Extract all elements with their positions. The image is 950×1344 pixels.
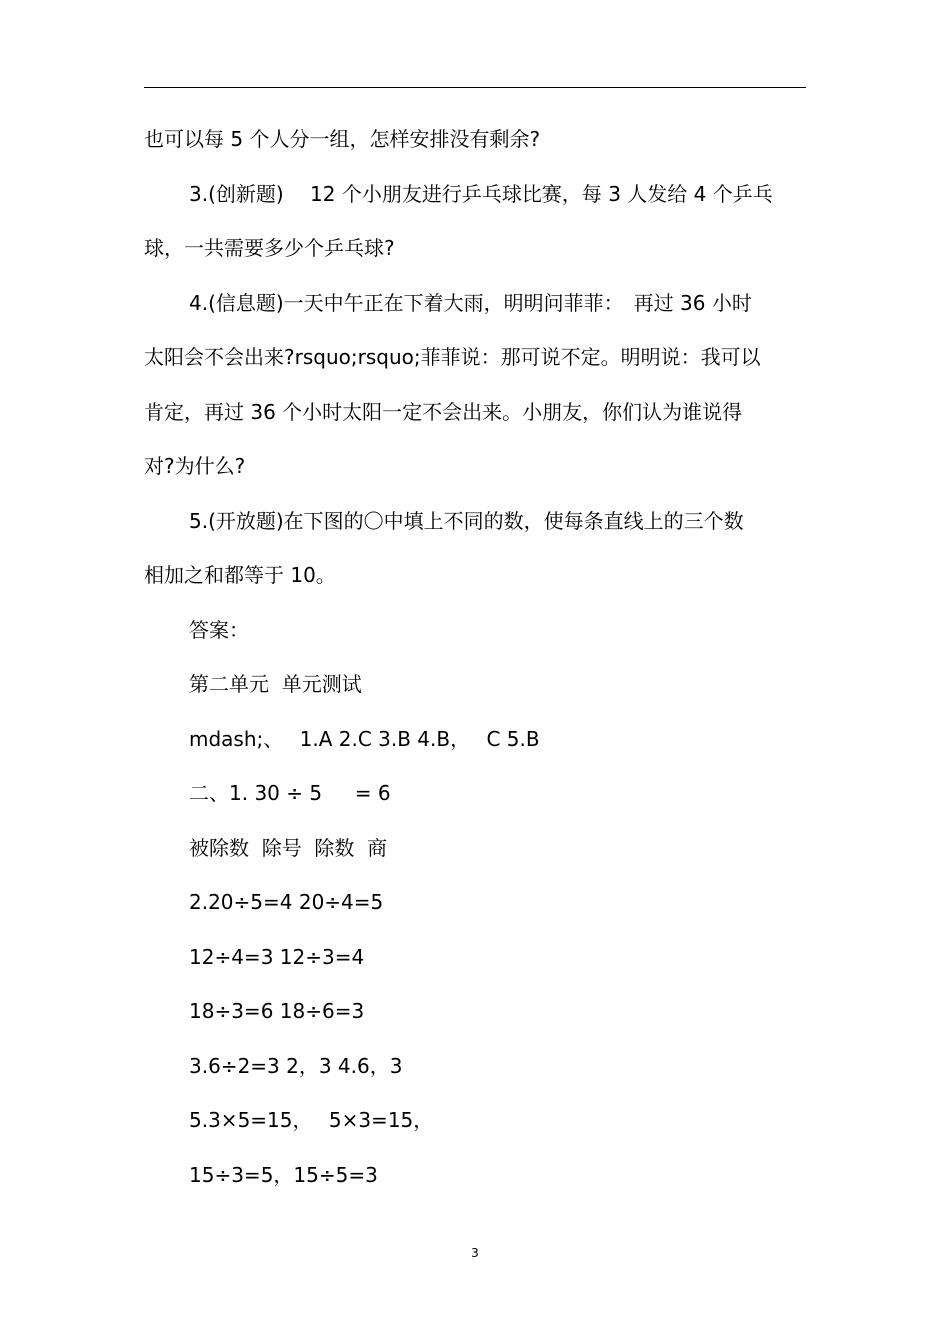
answer-line-2: 2.20÷5=4 20÷4=5 xyxy=(189,890,384,914)
answer-part-2-line-2: 被除数 除号 除数 商 xyxy=(189,835,388,860)
unit-title: 第二单元 单元测试 xyxy=(189,672,362,696)
document-body xyxy=(144,112,806,1202)
question-4-line-3: 肯定，再过 36 个小时太阳一定不会出来。小朋友，你们认为谁说得 xyxy=(144,399,743,424)
question-5-line-1: 5.(开放题)在下图的〇中填上不同的数，使每条直线上的三个数 xyxy=(189,508,744,533)
answer-line-7: 15÷3=5，15÷5=3 xyxy=(189,1162,378,1187)
question-4-line-4: 对?为什么? xyxy=(144,454,246,478)
answer-part-2-line-1: 二、1. 30 ÷ 5 = 6 xyxy=(189,781,391,805)
answer-part-1: mdash;、 1.A 2.C 3.B 4.B， C 5.B xyxy=(189,726,540,751)
answer-line-3: 12÷4=3 12÷3=4 xyxy=(189,944,365,969)
answer-line-5: 3.6÷2=3 2，3 4.6，3 xyxy=(189,1053,403,1078)
answer-heading: 答案： xyxy=(189,617,249,642)
question-3-line-2: 球，一共需要多少个乒乓球? xyxy=(144,236,395,260)
text-line-1: 也可以每 5 个人分一组，怎样安排没有剩余? xyxy=(144,127,541,151)
question-5-line-2: 相加之和都等于 10。 xyxy=(144,563,336,587)
answer-line-4: 18÷3=6 18÷6=3 xyxy=(189,999,365,1023)
question-4-line-1: 4.(信息题)一天中午正在下着大雨，明明问菲菲： 再过 36 小时 xyxy=(189,290,752,315)
question-3-line-1: 3.(创新题) 12 个小朋友进行乒乓球比赛，每 3 人发给 4 个乒乓 xyxy=(189,181,773,206)
question-4-line-2: 太阳会不会出来?rsquo;rsquo;菲菲说：那可说不定。明明说：我可以 xyxy=(144,345,761,369)
answer-line-6: 5.3×5=15， 5×3=15， xyxy=(189,1108,434,1132)
page-number: 3 xyxy=(471,1246,479,1260)
header-rule xyxy=(144,87,806,88)
